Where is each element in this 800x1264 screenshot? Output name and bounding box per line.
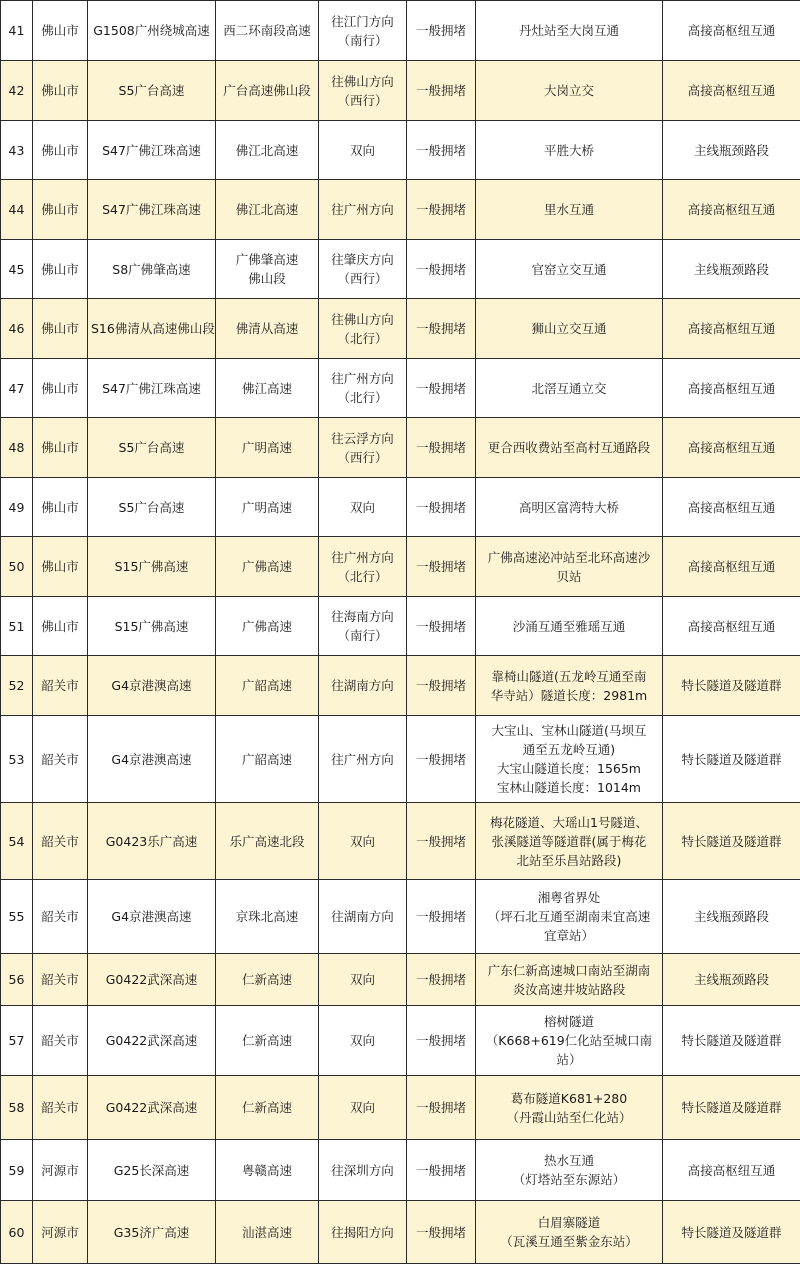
cell-location	[476, 880, 663, 954]
cell-section-line: 粤赣高速	[219, 1161, 315, 1180]
cell-road	[88, 299, 216, 359]
cell-direction	[319, 478, 407, 537]
cell-location-line: （丹霞山站至仁化站）	[479, 1108, 659, 1127]
cell-location-line: （灯塔站至东源站）	[479, 1170, 659, 1189]
cell-city: 佛山市	[33, 478, 88, 537]
cell-type: 高接高枢纽互通	[663, 180, 800, 240]
cell-location	[476, 180, 663, 240]
cell-location	[476, 597, 663, 656]
cell-section-line: 广韶高速	[219, 676, 315, 695]
cell-level: 一般拥堵	[407, 656, 476, 716]
cell-location-line: 宜章站）	[479, 926, 659, 945]
cell-section	[216, 180, 319, 240]
cell-city: 佛山市	[33, 418, 88, 478]
cell-road	[88, 656, 216, 716]
cell-number: 48	[1, 418, 33, 478]
cell-direction-line: 双向	[322, 832, 403, 851]
cell-section	[216, 121, 319, 180]
cell-section	[216, 1140, 319, 1201]
cell-section-line: 佛江北高速	[219, 200, 315, 219]
cell-location-line: 沙涌互通至雅瑶互通	[479, 617, 659, 636]
cell-location-line: 狮山立交互通	[479, 319, 659, 338]
cell-number: 59	[1, 1140, 33, 1201]
cell-direction-line: 往湖南方向	[322, 676, 403, 695]
cell-direction-line: 往海南方向	[322, 607, 403, 626]
cell-road	[88, 597, 216, 656]
cell-section	[216, 61, 319, 121]
cell-number: 43	[1, 121, 33, 180]
cell-city: 韶关市	[33, 1006, 88, 1076]
cell-direction-line: （南行）	[322, 626, 403, 645]
cell-level: 一般拥堵	[407, 61, 476, 121]
cell-location-line: 大宝山、宝林山隧道(马坝互	[479, 721, 659, 740]
cell-type: 特长隧道及隧道群	[663, 1076, 800, 1140]
cell-location-line: 通至五龙岭互通)	[479, 740, 659, 759]
cell-number: 42	[1, 61, 33, 121]
cell-number: 52	[1, 656, 33, 716]
cell-location-line: 湘粤省界处	[479, 888, 659, 907]
cell-location	[476, 656, 663, 716]
cell-road	[88, 954, 216, 1006]
cell-city: 佛山市	[33, 537, 88, 597]
cell-direction	[319, 1076, 407, 1140]
table-row	[1, 1140, 800, 1201]
cell-direction-line: 双向	[322, 970, 403, 989]
cell-direction-line: （北行）	[322, 388, 403, 407]
cell-road-line: S47广佛江珠高速	[91, 141, 212, 160]
table-row	[1, 1, 800, 61]
cell-road-line: G0422武深高速	[91, 1031, 212, 1050]
table-body	[1, 1, 800, 1264]
cell-level: 一般拥堵	[407, 803, 476, 880]
cell-section-line: 佛山段	[219, 269, 315, 288]
cell-section-line: 广明高速	[219, 438, 315, 457]
cell-location-line: 贝站	[479, 567, 659, 586]
cell-type: 主线瓶颈路段	[663, 880, 800, 954]
cell-location	[476, 61, 663, 121]
cell-number: 55	[1, 880, 33, 954]
cell-city: 韶关市	[33, 716, 88, 803]
cell-section-line: 广台高速佛山段	[219, 81, 315, 100]
cell-road	[88, 240, 216, 299]
cell-direction	[319, 537, 407, 597]
cell-section	[216, 359, 319, 418]
cell-number: 58	[1, 1076, 33, 1140]
cell-road-line: S8广佛肇高速	[91, 260, 212, 279]
cell-city: 河源市	[33, 1140, 88, 1201]
table-row	[1, 880, 800, 954]
cell-level: 一般拥堵	[407, 359, 476, 418]
cell-section	[216, 1201, 319, 1264]
cell-type: 主线瓶颈路段	[663, 121, 800, 180]
cell-level: 一般拥堵	[407, 180, 476, 240]
cell-type: 高接高枢纽互通	[663, 61, 800, 121]
cell-location-line: 热水互通	[479, 1151, 659, 1170]
cell-location-line: 梅花隧道、大瑶山1号隧道、	[479, 813, 659, 832]
cell-city: 佛山市	[33, 597, 88, 656]
cell-location-line: 炎汝高速井坡站路段	[479, 980, 659, 999]
cell-location	[476, 1076, 663, 1140]
cell-road	[88, 1201, 216, 1264]
cell-location-line: 平胜大桥	[479, 141, 659, 160]
table-row	[1, 478, 800, 537]
cell-city: 佛山市	[33, 121, 88, 180]
cell-section	[216, 1006, 319, 1076]
cell-direction-line: （西行）	[322, 269, 403, 288]
cell-location-line: 靠椅山隧道(五龙岭互通至南	[479, 667, 659, 686]
cell-section	[216, 299, 319, 359]
cell-number: 50	[1, 537, 33, 597]
cell-location-line: 张溪隧道等隧道群(属于梅花	[479, 832, 659, 851]
cell-type: 高接高枢纽互通	[663, 359, 800, 418]
cell-type: 特长隧道及隧道群	[663, 656, 800, 716]
cell-direction	[319, 803, 407, 880]
cell-direction-line: 往广州方向	[322, 200, 403, 219]
cell-city: 佛山市	[33, 299, 88, 359]
cell-section-line: 京珠北高速	[219, 907, 315, 926]
cell-road-line: G4京港澳高速	[91, 676, 212, 695]
cell-city: 韶关市	[33, 1076, 88, 1140]
cell-location-line: 葛布隧道K681+280	[479, 1089, 659, 1108]
cell-number: 56	[1, 954, 33, 1006]
cell-type: 特长隧道及隧道群	[663, 716, 800, 803]
cell-number: 49	[1, 478, 33, 537]
cell-section-line: 仁新高速	[219, 1031, 315, 1050]
cell-number: 47	[1, 359, 33, 418]
table-row	[1, 656, 800, 716]
cell-road-line: G25长深高速	[91, 1161, 212, 1180]
cell-location-line: 大岗立交	[479, 81, 659, 100]
cell-direction-line: 往佛山方向	[322, 72, 403, 91]
cell-section	[216, 803, 319, 880]
cell-section	[216, 1, 319, 61]
cell-road-line: G4京港澳高速	[91, 750, 212, 769]
cell-direction	[319, 1006, 407, 1076]
cell-section-line: 乐广高速北段	[219, 832, 315, 851]
cell-city: 佛山市	[33, 240, 88, 299]
cell-number: 51	[1, 597, 33, 656]
cell-section-line: 广佛肇高速	[219, 250, 315, 269]
cell-location-line: （坪石北互通至湖南耒宜高速	[479, 907, 659, 926]
table-row	[1, 537, 800, 597]
cell-direction-line: 往云浮方向	[322, 429, 403, 448]
cell-location-line: 更合西收费站至高村互通路段	[479, 438, 659, 457]
cell-section	[216, 954, 319, 1006]
cell-level: 一般拥堵	[407, 240, 476, 299]
cell-road-line: G4京港澳高速	[91, 907, 212, 926]
table-row	[1, 180, 800, 240]
cell-section-line: 广明高速	[219, 498, 315, 517]
cell-direction-line: 双向	[322, 1031, 403, 1050]
cell-location	[476, 716, 663, 803]
cell-section	[216, 240, 319, 299]
cell-level: 一般拥堵	[407, 478, 476, 537]
cell-section-line: 广韶高速	[219, 750, 315, 769]
cell-section-line: 仁新高速	[219, 970, 315, 989]
cell-road-line: G0423乐广高速	[91, 832, 212, 851]
cell-level: 一般拥堵	[407, 121, 476, 180]
cell-direction	[319, 359, 407, 418]
table-row	[1, 61, 800, 121]
table-row	[1, 299, 800, 359]
cell-road-line: S16佛清从高速佛山段	[91, 319, 212, 338]
cell-section-line: 广佛高速	[219, 557, 315, 576]
cell-level: 一般拥堵	[407, 1, 476, 61]
cell-location-line: 站）	[479, 1050, 659, 1069]
cell-direction-line: （西行）	[322, 91, 403, 110]
cell-type: 高接高枢纽互通	[663, 1, 800, 61]
cell-direction	[319, 121, 407, 180]
cell-location	[476, 1006, 663, 1076]
cell-city: 佛山市	[33, 359, 88, 418]
cell-level: 一般拥堵	[407, 1201, 476, 1264]
cell-location-line: 里水互通	[479, 200, 659, 219]
cell-direction-line: （北行）	[322, 329, 403, 348]
table-row	[1, 1076, 800, 1140]
cell-section-line: 汕湛高速	[219, 1223, 315, 1242]
table-row	[1, 1006, 800, 1076]
table-row	[1, 597, 800, 656]
cell-section	[216, 1076, 319, 1140]
cell-level: 一般拥堵	[407, 954, 476, 1006]
table-row	[1, 359, 800, 418]
cell-section-line: 广佛高速	[219, 617, 315, 636]
cell-location-line: 华寺站）隧道长度：2981m	[479, 686, 659, 705]
cell-direction-line: 往佛山方向	[322, 310, 403, 329]
cell-city: 河源市	[33, 1201, 88, 1264]
cell-direction-line: 双向	[322, 1098, 403, 1117]
cell-direction-line: 双向	[322, 498, 403, 517]
cell-location-line: 白眉寨隧道	[479, 1213, 659, 1232]
table-row	[1, 716, 800, 803]
cell-number: 41	[1, 1, 33, 61]
cell-direction-line: （西行）	[322, 448, 403, 467]
cell-road-line: S5广台高速	[91, 438, 212, 457]
table-row	[1, 121, 800, 180]
cell-road	[88, 478, 216, 537]
cell-road	[88, 1140, 216, 1201]
cell-location	[476, 803, 663, 880]
cell-type: 特长隧道及隧道群	[663, 803, 800, 880]
cell-direction	[319, 1140, 407, 1201]
cell-number: 60	[1, 1201, 33, 1264]
cell-level: 一般拥堵	[407, 880, 476, 954]
cell-location-line: 丹灶站至大岗互通	[479, 21, 659, 40]
cell-location	[476, 1201, 663, 1264]
cell-direction-line: 往广州方向	[322, 369, 403, 388]
table-row	[1, 954, 800, 1006]
cell-location	[476, 121, 663, 180]
cell-section	[216, 597, 319, 656]
cell-direction	[319, 597, 407, 656]
cell-number: 46	[1, 299, 33, 359]
cell-location	[476, 1140, 663, 1201]
cell-type: 高接高枢纽互通	[663, 478, 800, 537]
cell-city: 韶关市	[33, 803, 88, 880]
cell-location-line: 大宝山隧道长度：1565m	[479, 759, 659, 778]
table-row	[1, 1201, 800, 1264]
cell-road-line: G0422武深高速	[91, 1098, 212, 1117]
cell-direction-line: （南行）	[322, 31, 403, 50]
cell-direction	[319, 1, 407, 61]
cell-road-line: G35济广高速	[91, 1223, 212, 1242]
cell-section	[216, 716, 319, 803]
cell-location-line: 榕树隧道	[479, 1012, 659, 1031]
cell-road-line: S5广台高速	[91, 498, 212, 517]
cell-road-line: G1508广州绕城高速	[91, 21, 212, 40]
cell-section-line: 佛江高速	[219, 379, 315, 398]
table-row	[1, 803, 800, 880]
cell-road	[88, 180, 216, 240]
cell-direction	[319, 240, 407, 299]
cell-city: 佛山市	[33, 1, 88, 61]
cell-type: 高接高枢纽互通	[663, 299, 800, 359]
cell-location-line: 北站至乐昌站路段)	[479, 851, 659, 870]
cell-location	[476, 537, 663, 597]
cell-direction	[319, 299, 407, 359]
cell-location-line: （瓦溪互通至紫金东站）	[479, 1232, 659, 1251]
cell-direction-line: 双向	[322, 141, 403, 160]
table-row	[1, 240, 800, 299]
cell-type: 高接高枢纽互通	[663, 418, 800, 478]
cell-direction-line: 往肇庆方向	[322, 250, 403, 269]
cell-number: 53	[1, 716, 33, 803]
cell-type: 特长隧道及隧道群	[663, 1201, 800, 1264]
cell-section	[216, 478, 319, 537]
cell-road	[88, 1, 216, 61]
cell-direction	[319, 716, 407, 803]
cell-type: 高接高枢纽互通	[663, 537, 800, 597]
cell-road	[88, 803, 216, 880]
cell-road	[88, 1076, 216, 1140]
cell-direction	[319, 656, 407, 716]
cell-location-line: 宝林山隧道长度：1014m	[479, 778, 659, 797]
cell-road	[88, 880, 216, 954]
cell-location-line: 高明区富湾特大桥	[479, 498, 659, 517]
cell-direction	[319, 880, 407, 954]
cell-location	[476, 1, 663, 61]
cell-section	[216, 418, 319, 478]
cell-direction-line: 往广州方向	[322, 548, 403, 567]
cell-direction-line: 往广州方向	[322, 750, 403, 769]
cell-type: 高接高枢纽互通	[663, 1140, 800, 1201]
cell-level: 一般拥堵	[407, 597, 476, 656]
cell-road-line: S5广台高速	[91, 81, 212, 100]
cell-direction-line: 往湖南方向	[322, 907, 403, 926]
cell-road-line: G0422武深高速	[91, 970, 212, 989]
cell-location-line: 广东仁新高速城口南站至湖南	[479, 961, 659, 980]
cell-road-line: S47广佛江珠高速	[91, 200, 212, 219]
cell-level: 一般拥堵	[407, 1006, 476, 1076]
cell-direction	[319, 61, 407, 121]
cell-direction	[319, 180, 407, 240]
cell-location-line: （K668+619仁化站至城口南	[479, 1031, 659, 1050]
cell-level: 一般拥堵	[407, 1076, 476, 1140]
cell-city: 韶关市	[33, 880, 88, 954]
cell-location-line: 北滘互通立交	[479, 379, 659, 398]
cell-location-line: 官窑立交互通	[479, 260, 659, 279]
cell-location	[476, 418, 663, 478]
cell-direction-line: （北行）	[322, 567, 403, 586]
cell-type: 高接高枢纽互通	[663, 597, 800, 656]
cell-location	[476, 359, 663, 418]
cell-location	[476, 299, 663, 359]
cell-road	[88, 537, 216, 597]
cell-location	[476, 954, 663, 1006]
cell-road-line: S15广佛高速	[91, 617, 212, 636]
cell-section	[216, 656, 319, 716]
cell-type: 特长隧道及隧道群	[663, 1006, 800, 1076]
cell-city: 韶关市	[33, 954, 88, 1006]
cell-direction-line: 往深圳方向	[322, 1161, 403, 1180]
cell-section-line: 西二环南段高速	[219, 21, 315, 40]
cell-level: 一般拥堵	[407, 537, 476, 597]
cell-number: 44	[1, 180, 33, 240]
cell-road-line: S15广佛高速	[91, 557, 212, 576]
cell-level: 一般拥堵	[407, 299, 476, 359]
cell-location-line: 广佛高速泌冲站至北环高速沙	[479, 548, 659, 567]
cell-location	[476, 240, 663, 299]
cell-level: 一般拥堵	[407, 1140, 476, 1201]
cell-road	[88, 121, 216, 180]
cell-road	[88, 418, 216, 478]
cell-section-line: 佛清从高速	[219, 319, 315, 338]
cell-number: 54	[1, 803, 33, 880]
cell-direction	[319, 954, 407, 1006]
cell-city: 韶关市	[33, 656, 88, 716]
cell-section	[216, 537, 319, 597]
cell-type: 主线瓶颈路段	[663, 240, 800, 299]
cell-number: 45	[1, 240, 33, 299]
cell-section	[216, 880, 319, 954]
cell-road	[88, 61, 216, 121]
cell-direction-line: 往江门方向	[322, 12, 403, 31]
cell-location	[476, 478, 663, 537]
cell-road-line: S47广佛江珠高速	[91, 379, 212, 398]
cell-road	[88, 716, 216, 803]
cell-type: 主线瓶颈路段	[663, 954, 800, 1006]
cell-number: 57	[1, 1006, 33, 1076]
cell-section-line: 仁新高速	[219, 1098, 315, 1117]
cell-road	[88, 1006, 216, 1076]
cell-direction-line: 往揭阳方向	[322, 1223, 403, 1242]
cell-direction	[319, 418, 407, 478]
cell-direction	[319, 1201, 407, 1264]
cell-level: 一般拥堵	[407, 716, 476, 803]
cell-road	[88, 359, 216, 418]
cell-city: 佛山市	[33, 180, 88, 240]
table-row	[1, 418, 800, 478]
cell-city: 佛山市	[33, 61, 88, 121]
cell-level: 一般拥堵	[407, 418, 476, 478]
cell-section-line: 佛江北高速	[219, 141, 315, 160]
